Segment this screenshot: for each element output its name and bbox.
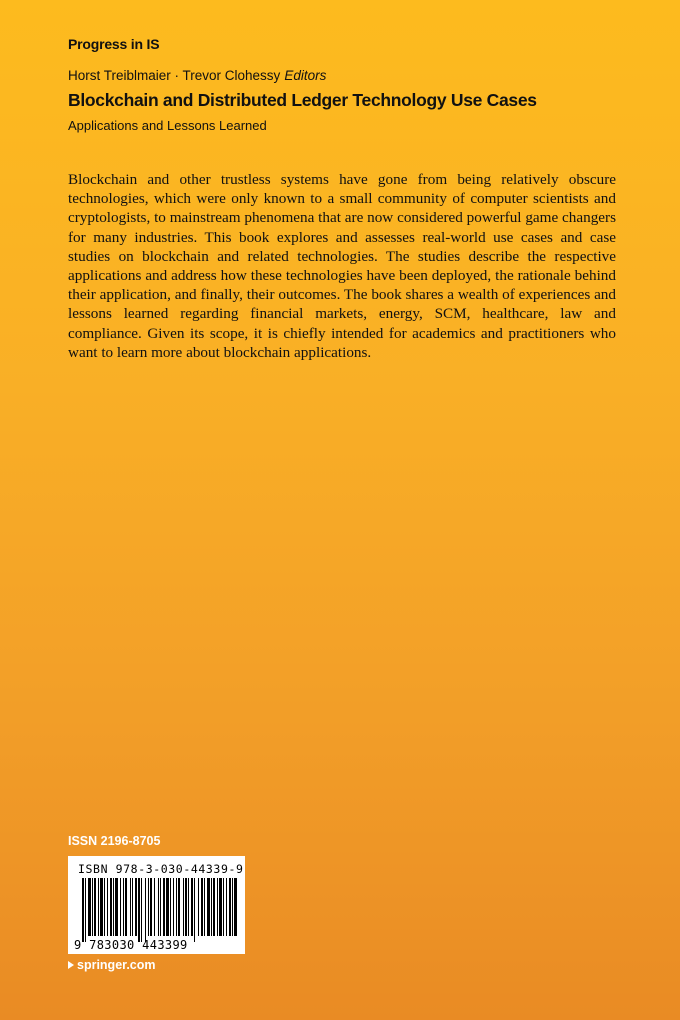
barcode-bar xyxy=(166,878,169,936)
barcode-bar xyxy=(226,878,227,936)
barcode-bar xyxy=(219,878,222,936)
barcode-bar xyxy=(82,878,84,942)
barcode-bar xyxy=(100,878,103,936)
barcode-bar xyxy=(98,878,99,936)
book-description: Blockchain and other trustless systems have gone from being relatively obscure technologies, which were only known to a small community of computer scientists and cryptologists, to mainstream phenomena that are now considered powerful game changers for many industries. This book explores and assesses real-world use cases and case studies on blockchain and related technologies. The studies describe the respective applications and address how these technologies have been deployed, the rationale behind their application, and finally, their outcomes. The book shares a wealth of experiences and lessons learned regarding financial markets, energy, SCM, healthcare, law and compliance. Given its scope, it is chiefly intended for academics and practitioners who want to learn more about blockchain applications. xyxy=(68,171,616,361)
book-title: Blockchain and Distributed Ledger Technology Use Cases xyxy=(68,90,537,110)
barcode-bar xyxy=(204,878,205,936)
barcode-bar xyxy=(141,878,142,942)
barcode-bar xyxy=(130,878,131,936)
barcode-bar xyxy=(88,878,91,936)
barcode-bar xyxy=(120,878,121,936)
barcode-bar xyxy=(173,878,174,936)
barcode-bar xyxy=(188,878,189,936)
barcode-bar xyxy=(132,878,133,936)
series-name: Progress in IS xyxy=(68,36,160,52)
barcode-bar xyxy=(191,878,193,936)
barcode-bar xyxy=(170,878,171,936)
barcode-bar xyxy=(145,878,146,942)
barcode-bar xyxy=(194,878,195,942)
isbn-label: ISBN 978-3-030-44339-9 xyxy=(78,862,244,876)
ean-digits: 9 783030 443399 xyxy=(74,938,188,952)
website-label: springer.com xyxy=(77,958,156,972)
barcode-bar xyxy=(217,878,218,936)
barcode-bar xyxy=(123,878,124,936)
barcode-bar xyxy=(185,878,187,936)
barcode-bar xyxy=(150,878,152,936)
barcode-bar xyxy=(85,878,86,942)
barcode-bar xyxy=(198,878,199,936)
barcode-bar xyxy=(107,878,108,936)
barcode-bar xyxy=(178,878,180,936)
issn-number: ISSN 2196-8705 xyxy=(68,834,161,848)
barcode-bar xyxy=(110,878,112,936)
barcode-bar xyxy=(163,878,165,936)
barcode-bar xyxy=(135,878,137,936)
barcode-bar xyxy=(138,878,140,942)
barcode-bar xyxy=(223,878,224,936)
barcode-bar xyxy=(158,878,159,936)
barcode-bar xyxy=(207,878,210,936)
editors-role: Editors xyxy=(284,68,327,83)
barcode-bar xyxy=(229,878,231,936)
barcode-bar xyxy=(125,878,127,936)
editors-line xyxy=(68,68,326,83)
barcode-bar xyxy=(211,878,212,936)
barcode-bar xyxy=(154,878,155,936)
book-subtitle: Applications and Lessons Learned xyxy=(68,118,267,133)
barcode-bar xyxy=(213,878,215,936)
barcode-bar xyxy=(176,878,177,936)
barcode-bar xyxy=(115,878,118,936)
barcode-bar xyxy=(201,878,203,936)
barcode-bar xyxy=(232,878,233,936)
arrow-right-icon xyxy=(68,961,74,969)
publisher-website[interactable] xyxy=(68,958,156,972)
barcode-bar xyxy=(160,878,161,936)
barcode-bar xyxy=(234,878,237,936)
barcode-bar xyxy=(104,878,105,936)
barcode-bar xyxy=(183,878,184,936)
barcode-bar xyxy=(148,878,149,936)
barcode-bar xyxy=(113,878,114,936)
barcode-bar xyxy=(94,878,96,936)
editor-names: Horst Treiblmaier · Trevor Clohessy xyxy=(68,68,281,83)
barcode-bar xyxy=(92,878,93,936)
isbn-barcode xyxy=(68,856,245,954)
